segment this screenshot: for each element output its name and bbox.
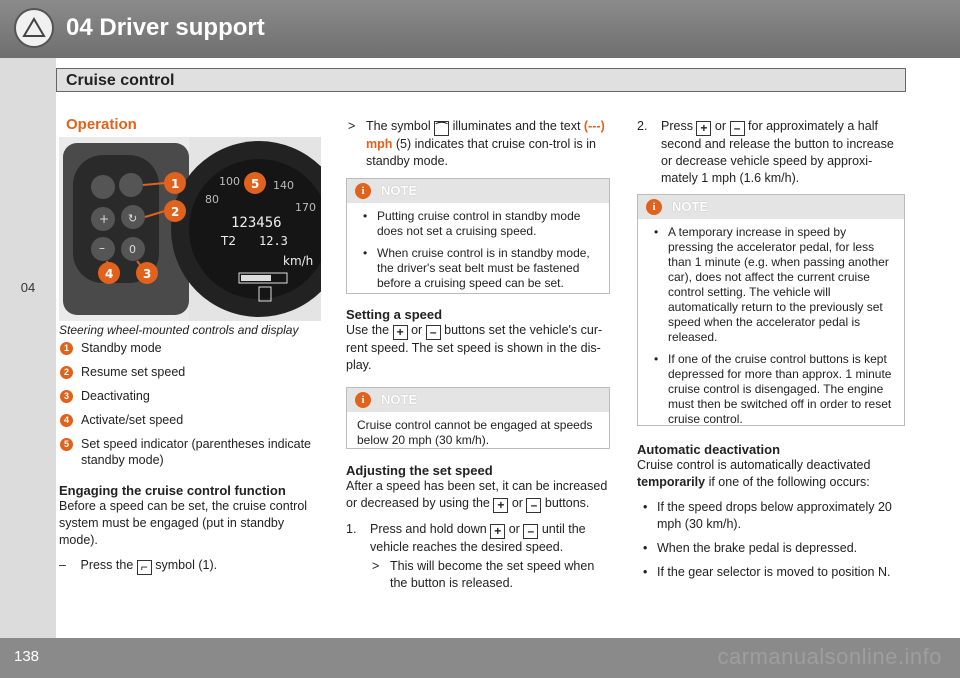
step-number: 1. (346, 522, 357, 536)
controls-figure (59, 137, 321, 321)
setting-or: or (411, 323, 423, 337)
callout-1: 1 (171, 177, 180, 191)
note-box-3 (637, 194, 905, 426)
svg-text:–: – (99, 241, 105, 255)
dial-number: 80 (205, 193, 219, 206)
step2-text-b: for approximately a half second and release the button to increase or decrease vehicle speed by approxi-mately 1 mph (1.6 km/h). (661, 119, 894, 185)
legend-text: Deactivating (81, 389, 150, 403)
plus-icon: + (493, 498, 508, 513)
note-box-1 (346, 178, 610, 294)
minus-icon: – (523, 524, 538, 539)
step2-text-a: Press (661, 119, 693, 133)
display-t2: T2 (221, 234, 236, 248)
callout-5: 5 (251, 177, 260, 191)
auto-deactivation-text (637, 457, 907, 491)
legend-text: Standby mode (81, 341, 162, 355)
note-body (638, 219, 904, 442)
list-item: • When the brake pedal is depressed. (637, 540, 907, 557)
note-header (347, 388, 609, 412)
legend-number-badge: 4 (60, 414, 73, 427)
warning-icon (14, 8, 54, 48)
auto-deactivation-list (637, 499, 907, 581)
minus-icon: – (526, 498, 541, 513)
speedometer-icon: ⌒ (435, 121, 448, 135)
note-item: • When cruise control is in standby mode, the driver's seat belt must be fastened before a cruising speed can be set. (357, 246, 599, 291)
standby-result (346, 118, 610, 170)
info-icon: i (355, 183, 371, 199)
controls-illustration (59, 137, 321, 321)
svg-text:↻: ↻ (128, 212, 138, 225)
note-title: NOTE (381, 392, 418, 407)
figure-caption: Steering wheel-mounted controls and display (59, 323, 299, 337)
chapter-title: 04 Driver support (66, 14, 265, 41)
step-dash: – (59, 558, 66, 572)
plus-icon: + (393, 325, 408, 340)
list-item: • If the gear selector is moved to position N. (637, 564, 907, 581)
step-number: 2. (637, 119, 648, 133)
note-item: • If one of the cruise control buttons is kept depressed for more than approx. 1 minute cruise control is disengaged. The engine must then be switched off in order to reset cruise control. (648, 352, 894, 427)
note-item: • Putting cruise control in standby mode does not set a cruising speed. (357, 209, 599, 239)
setting-text-a: Use the (346, 323, 390, 337)
adjusting-text-a: After a speed has been set, it can be increased or decreased by using the (346, 479, 608, 510)
auto-text-b: if one of the following occurs: (708, 475, 870, 489)
auto-text-a: Cruise control is automatically deactivated (637, 458, 871, 472)
legend-item (56, 340, 326, 356)
standby-mph-text: (---) mph (366, 119, 605, 151)
list-item: • If the speed drops below approximately 20 mph (30 km/h). (637, 499, 907, 533)
svg-text:+: + (99, 212, 110, 226)
step-text-a: Press the (80, 558, 134, 572)
setting-text (346, 322, 610, 374)
engaging-text: Before a speed can be set, the cruise control system must be engaged (put in standby mode). (59, 499, 308, 547)
adjusting-heading: Adjusting the set speed (346, 463, 493, 478)
note-box-2 (346, 387, 610, 449)
odometer-value: 123456 (231, 215, 282, 231)
info-icon: i (355, 392, 371, 408)
plus-icon: + (696, 121, 711, 136)
setting-text-b: buttons set the vehicle's cur-rent speed. The set speed is shown in the dis-play. (346, 323, 603, 372)
legend-item (56, 412, 326, 428)
setting-heading: Setting a speed (346, 307, 443, 322)
callout-3: 3 (143, 267, 152, 281)
dial-number: 100 (219, 175, 240, 188)
legend-text: Resume set speed (81, 365, 186, 379)
adjust-step-1-result (346, 558, 612, 592)
step1-result-text: This will become the set speed when the button is released. (390, 559, 595, 590)
engaging-step (59, 557, 325, 575)
note-item: • A temporary increase in speed by pressing the accelerator pedal, for less than 1 minute (e.g. when passing another car), does not affect the current cruise control setting. The vehicle will automatically return to the previously set speed when the accelerator pedal is released. (648, 225, 894, 345)
legend-number-badge: 1 (60, 342, 73, 355)
page-number: 138 (14, 648, 40, 665)
auto-text-bold: temporarily (637, 475, 706, 489)
chapter-number: 04 (20, 280, 36, 295)
minus-icon: – (426, 325, 441, 340)
svg-text:0: 0 (129, 243, 136, 256)
engaging-heading: Engaging the cruise control function (59, 483, 286, 498)
note-header (347, 179, 609, 203)
plus-icon: + (490, 524, 505, 539)
legend-text: Set speed indicator (parentheses indicate standby mode) (81, 437, 312, 467)
note-body (347, 203, 609, 306)
result-marker: > (372, 559, 380, 573)
legend-number-badge: 5 (60, 438, 73, 451)
adjusting-text (346, 478, 612, 513)
note-header (638, 195, 904, 219)
auto-deactivation-heading: Automatic deactivation (637, 442, 781, 457)
cruise-symbol-icon: ⌐ (137, 560, 152, 575)
adjust-step-1 (346, 521, 612, 556)
callout-4: 4 (105, 267, 114, 281)
watermark-text: carmanualsonline.info (717, 644, 942, 669)
trip-value: 12.3 (259, 234, 288, 248)
dial-number: 140 (273, 179, 294, 192)
note-title: NOTE (672, 199, 709, 214)
legend-item (56, 388, 326, 404)
operation-heading: Operation (66, 116, 137, 133)
legend-item (56, 436, 326, 468)
legend-text: Activate/set speed (81, 413, 184, 427)
chapter-side-tab (0, 58, 56, 638)
step1-or: or (508, 522, 520, 536)
step-text-b: symbol (1). (155, 558, 218, 572)
result-text-a: The symbol (366, 119, 431, 133)
result-text-b: illuminates and the text (452, 119, 581, 133)
adjust-step-2 (637, 118, 905, 187)
step1-text-b: until the vehicle reaches the desired speed. (370, 522, 586, 554)
step2-or: or (714, 119, 727, 133)
section-title: Cruise control (66, 72, 175, 89)
figure-legend (56, 340, 326, 476)
result-marker: > (348, 119, 356, 133)
minus-icon: – (730, 121, 745, 136)
result-text-c: (5) indicates that cruise con-trol is in standby mode. (366, 137, 596, 168)
speed-unit: km/h (283, 254, 314, 268)
legend-number-badge: 3 (60, 390, 73, 403)
callout-2: 2 (171, 205, 180, 219)
legend-number-badge: 2 (60, 366, 73, 379)
section-header-box (56, 68, 906, 92)
adjusting-text-b: buttons. (544, 496, 590, 510)
dial-number: 170 (295, 201, 316, 214)
info-icon: i (646, 199, 662, 215)
note-body: Cruise control cannot be engaged at speeds below 20 mph (30 km/h). (357, 418, 593, 447)
note-title: NOTE (381, 183, 418, 198)
legend-item (56, 364, 326, 380)
step1-text-a: Press and hold down (370, 522, 487, 536)
adjusting-or: or (511, 496, 523, 510)
